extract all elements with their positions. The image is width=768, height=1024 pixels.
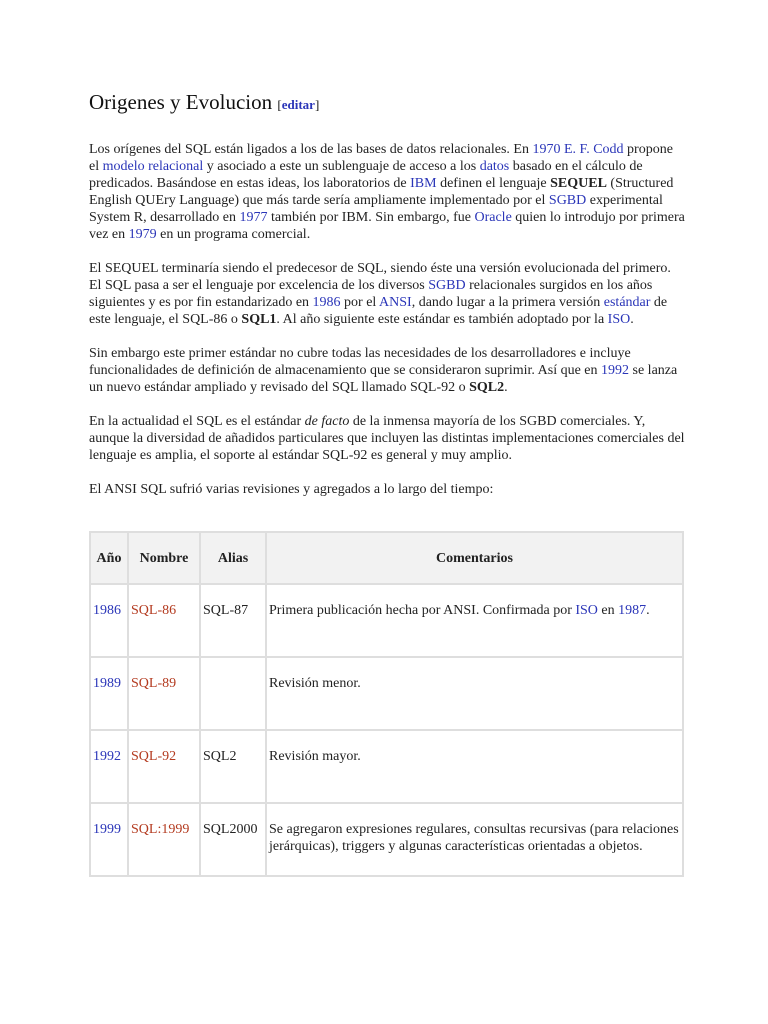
- link-datos[interactable]: datos: [479, 159, 510, 174]
- name-link[interactable]: SQL-86: [131, 603, 177, 618]
- paragraph-actualidad: En la actualidad el SQL es el estándar de facto de la inmensa mayoría de los SGBD comerciales. Y, aunque la diversidad de añadidos particulares que incluyen las distintas implementaciones comerciales del lenguaje es amplia, el soporte al estándar SQL-92 es general y muy amplio.: [89, 414, 685, 463]
- cell-name: [128, 730, 200, 803]
- cell-year: [90, 803, 128, 876]
- link-1970[interactable]: 1970: [532, 142, 561, 157]
- cell-name: [128, 657, 200, 730]
- table-header-row: [90, 532, 683, 584]
- cell-year: [90, 584, 128, 657]
- sequel-term: SEQUEL: [550, 176, 607, 191]
- link-sgbd-2[interactable]: SGBD: [428, 278, 466, 293]
- table-row: [90, 803, 683, 876]
- cell-comment: Revisión mayor.: [266, 730, 683, 803]
- link-sgbd[interactable]: SGBD: [548, 193, 587, 208]
- cell-comment: Primera publicación hecha por ANSI. Confirmada por ISO en 1987.: [266, 584, 683, 657]
- cell-alias: SQL-87: [200, 584, 266, 657]
- name-link[interactable]: SQL-89: [131, 676, 177, 691]
- cell-alias: [200, 657, 266, 730]
- section-heading: [89, 88, 685, 119]
- header-ano: Año: [90, 532, 128, 584]
- year-link[interactable]: 1986: [93, 603, 121, 618]
- cell-comment: Revisión menor.: [266, 657, 683, 730]
- article: [89, 88, 685, 854]
- table-row: [90, 730, 683, 803]
- paragraph-sql92: Sin embargo este primer estándar no cubre todas las necesidades de los desarrolladores e incluye funcionalidades de definición de almacenamiento que se consideraron suprimir. Así que en 1992 se lanza un nuevo estándar ampliado y revisado del SQL llamado SQL-92 o SQL2.: [89, 346, 678, 395]
- name-link[interactable]: SQL-92: [131, 749, 177, 764]
- header-comentarios: Comentarios: [266, 532, 683, 584]
- link-codd[interactable]: E. F. Codd: [563, 142, 624, 157]
- sql1-term: SQL1: [241, 312, 277, 327]
- year-link[interactable]: 1989: [93, 676, 121, 691]
- sql-versions-table: [89, 531, 684, 877]
- de-facto-term: de facto: [304, 414, 350, 429]
- edit-link[interactable]: editar: [281, 97, 315, 112]
- paragraph-origins: Los orígenes del SQL están ligados a los de las bases de datos relacionales. En 1970 E. F. Codd propone el modelo relacional y asociado a este un sublenguaje de acceso a los datos basado en el cálculo de predicados. Basándose en estas ideas, los laboratorios de IBM definen el lenguaje SEQUEL (Structured English QUEry Language) que más tarde sería ampliamente implementado por el SGBD experimental System R, desarrollado en 1977 también por IBM. Sin embargo, fue Oracle quien lo introdujo por primera vez en 1979 en un programa comercial.: [89, 142, 685, 242]
- cell-year: [90, 657, 128, 730]
- year-link[interactable]: 1999: [93, 822, 121, 837]
- sql2-term: SQL2: [469, 380, 505, 395]
- link-iso-table[interactable]: ISO: [575, 603, 598, 618]
- link-1986[interactable]: 1986: [312, 295, 341, 310]
- link-oracle[interactable]: Oracle: [474, 210, 512, 225]
- edit-section: [editar]: [277, 97, 320, 112]
- header-nombre: Nombre: [128, 532, 200, 584]
- link-ansi[interactable]: ANSI: [379, 295, 412, 310]
- cell-comment: Se agregaron expresiones regulares, consultas recursivas (para relaciones jerárquicas), triggers y algunas características orientadas a objetos.: [266, 803, 683, 876]
- heading-title: Origenes y Evolucion: [89, 90, 273, 114]
- paragraph-sequel: El SEQUEL terminaría siendo el predecesor de SQL, siendo éste una versión evolucionada del primero. El SQL pasa a ser el lenguaje por excelencia de los diversos SGBD relacionales surgidos en los años siguientes y es por fin estandarizado en 1986 por el ANSI, dando lugar a la primera versión estándar de este lenguaje, el SQL-86 o SQL1. Al año siguiente este estándar es también adoptado por la ISO.: [89, 261, 671, 327]
- link-iso[interactable]: ISO: [607, 312, 631, 327]
- link-estandar[interactable]: estándar: [603, 295, 651, 310]
- table-row: [90, 584, 683, 657]
- link-1979[interactable]: 1979: [128, 227, 157, 242]
- link-1977[interactable]: 1977: [239, 210, 268, 225]
- cell-alias: SQL2: [200, 730, 266, 803]
- header-alias: Alias: [200, 532, 266, 584]
- cell-alias: SQL2000: [200, 803, 266, 876]
- year-link[interactable]: 1992: [93, 749, 121, 764]
- link-modelo-relacional[interactable]: modelo relacional: [102, 159, 204, 174]
- cell-name: [128, 803, 200, 876]
- link-ibm[interactable]: IBM: [410, 176, 437, 191]
- paragraph-revisiones: El ANSI SQL sufrió varias revisiones y agregados a lo largo del tiempo:: [89, 482, 494, 497]
- cell-name: [128, 584, 200, 657]
- name-link[interactable]: SQL:1999: [131, 822, 190, 837]
- cell-year: [90, 730, 128, 803]
- link-1992[interactable]: 1992: [601, 363, 630, 378]
- link-1987[interactable]: 1987: [618, 603, 647, 618]
- table-row: [90, 657, 683, 730]
